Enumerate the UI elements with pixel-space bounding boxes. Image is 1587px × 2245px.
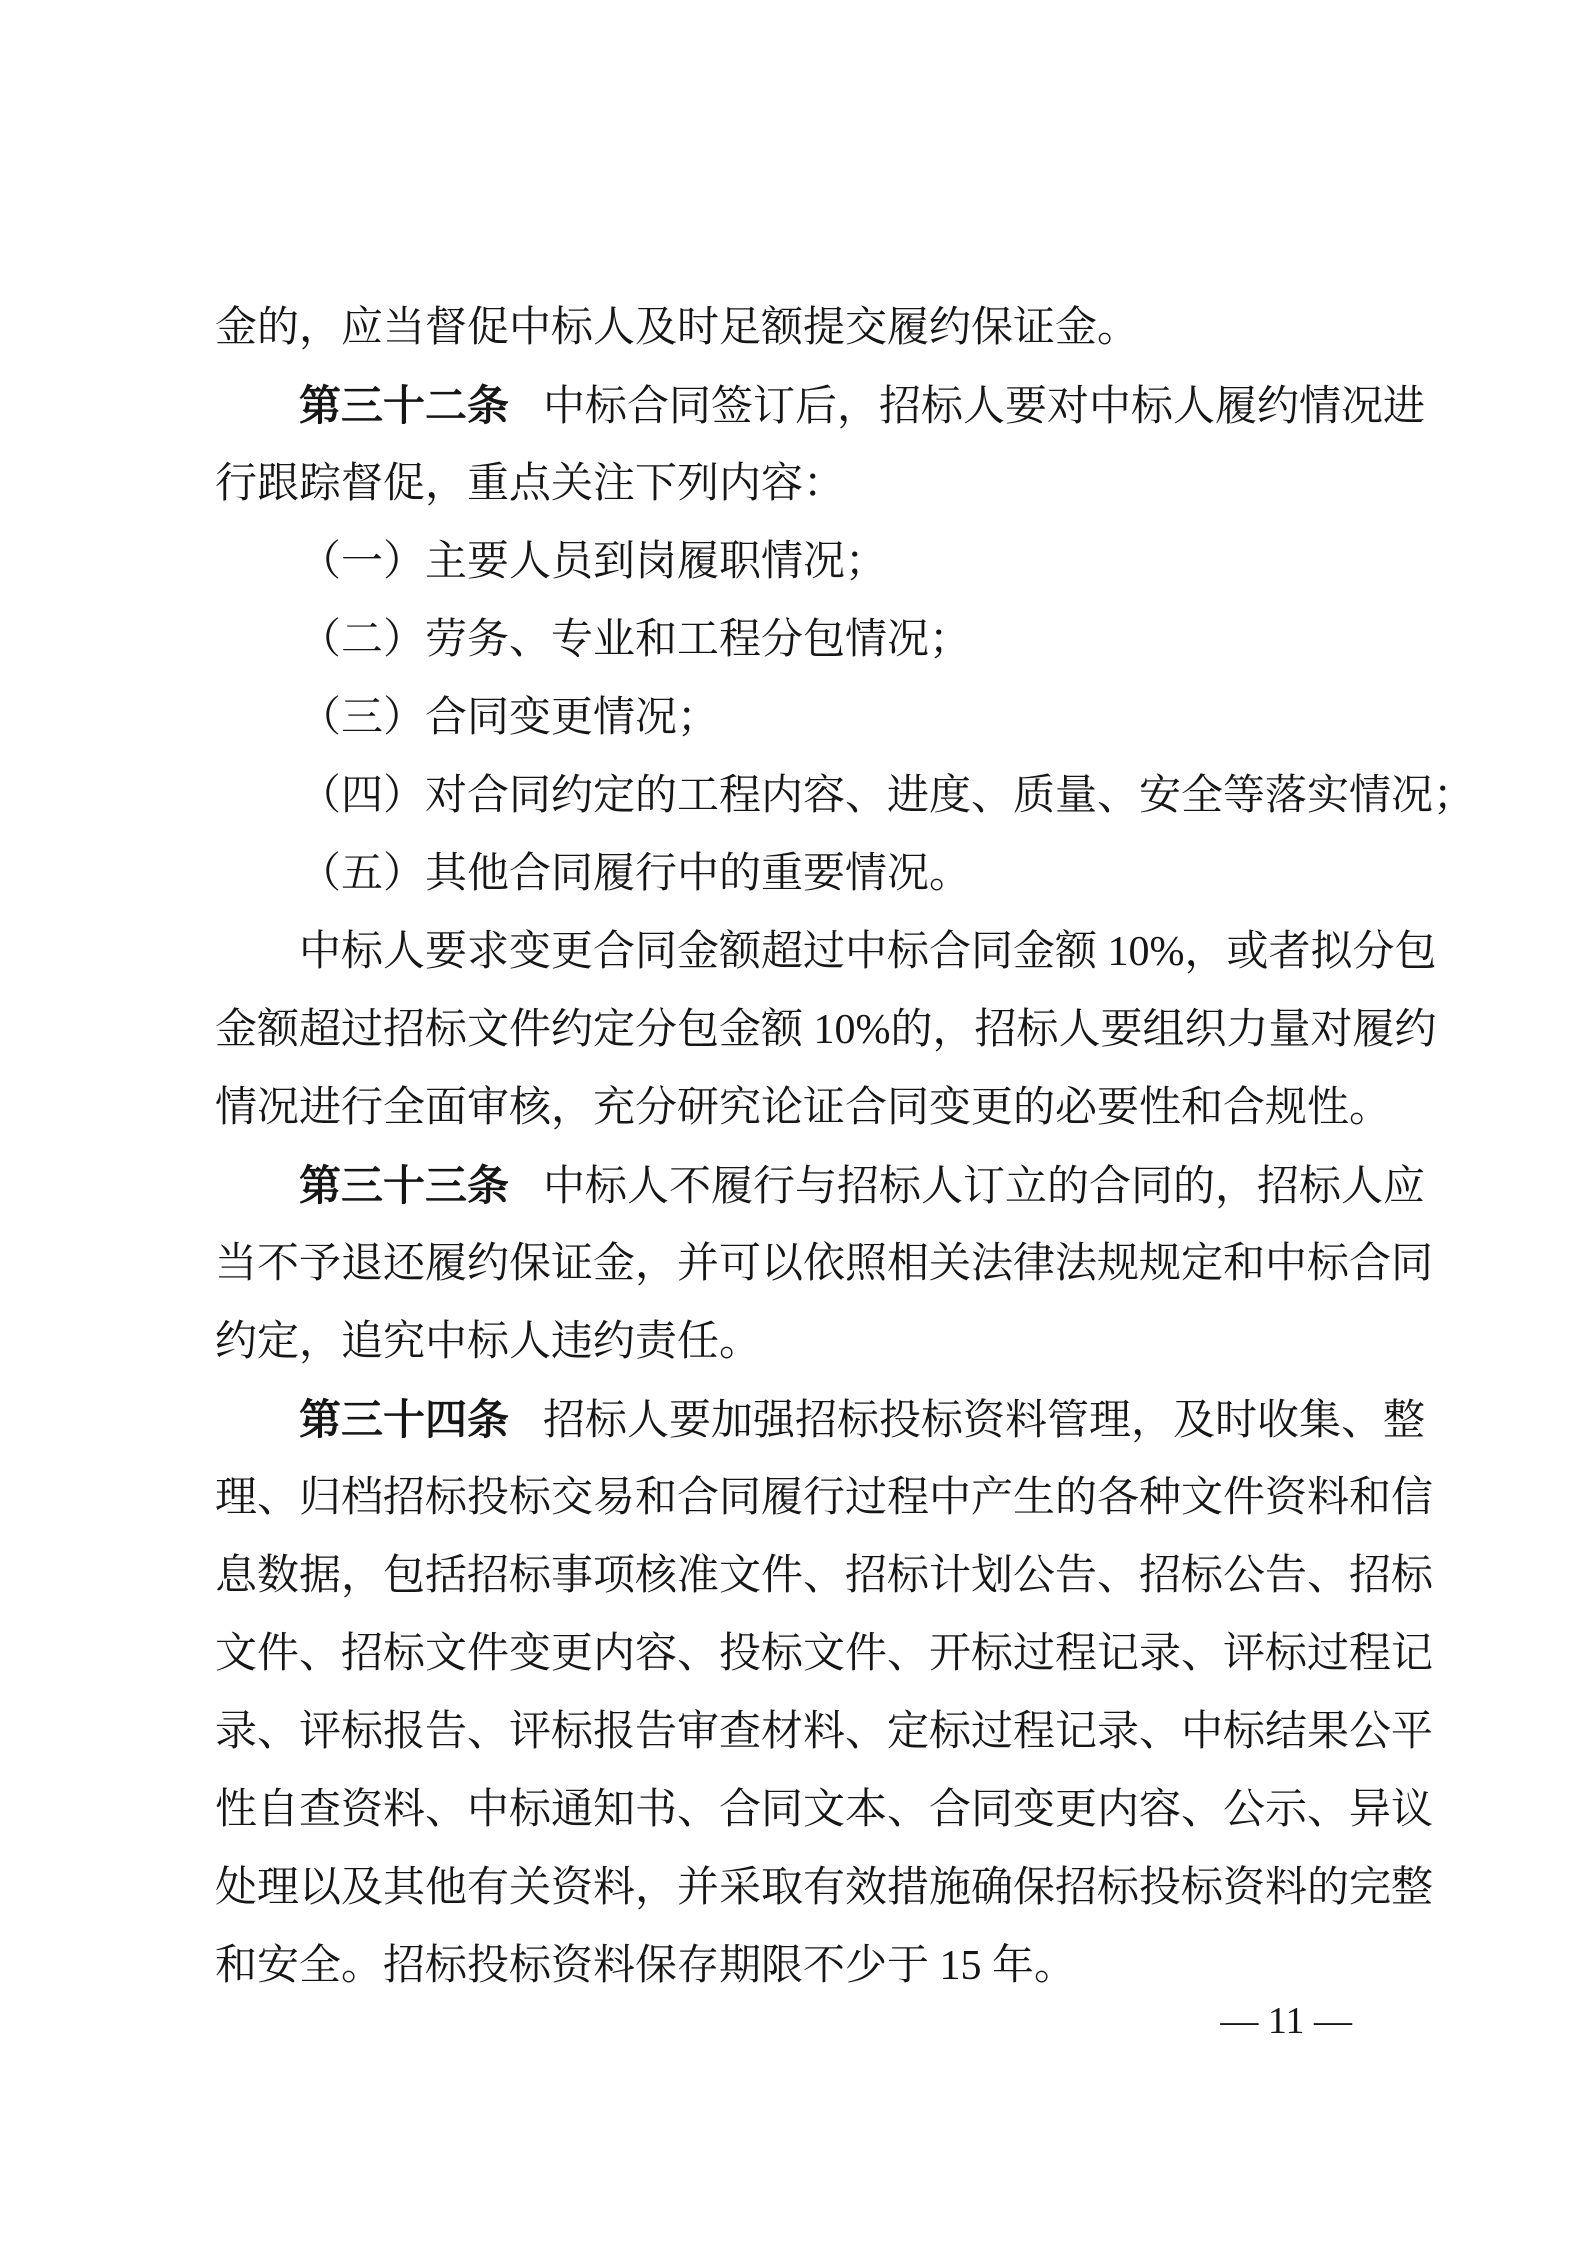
article-heading-line: 第三十三条 中标人不履行与招标人订立的合同的，招标人应 [299, 1162, 1426, 1210]
text-line: （三）合同变更情况； [299, 695, 720, 741]
text-line: 性自查资料、中标通知书、合同文本、合同变更内容、公示、异议 [215, 1787, 1434, 1833]
text-line: （五）其他合同履行中的重要情况。 [299, 851, 972, 897]
text-line: （四）对合同约定的工程内容、进度、质量、安全等落实情况； [299, 773, 1476, 819]
text-line: 行跟踪督促，重点关注下列内容： [215, 461, 846, 507]
article-heading-line: 第三十二条 中标合同签订后，招标人要对中标人履约情况进 [299, 382, 1426, 430]
text-line: 当不予退还履约保证金，并可以依照相关法律法规规定和中标合同 [215, 1241, 1434, 1287]
text-line: 中标人要求变更合同金额超过中标合同金额 10%，或者拟分包 [299, 929, 1437, 975]
text-line: 文件、招标文件变更内容、投标文件、开标过程记录、评标过程记 [215, 1631, 1434, 1677]
article-heading-line: 第三十四条 招标人要加强招标投标资料管理，及时收集、整 [299, 1396, 1426, 1444]
text-line: 约定，追究中标人违约责任。 [215, 1319, 762, 1365]
text-line: 录、评标报告、评标报告审查材料、定标过程记录、中标结果公平 [215, 1709, 1434, 1755]
text-line: 息数据，包括招标事项核准文件、招标计划公告、招标公告、招标 [215, 1553, 1434, 1599]
text-line: （一）主要人员到岗履职情况； [299, 539, 888, 585]
text-line: （二）劳务、专业和工程分包情况； [299, 617, 972, 663]
article-number-heading: 第三十二条 [299, 382, 510, 429]
document-body [215, 289, 1476, 2005]
page-number: — 11 — [1220, 2000, 1352, 2042]
article-number-heading: 第三十四条 [299, 1396, 510, 1443]
text-line: 金额超过招标文件约定分包金额 10%的，招标人要组织力量对履约 [215, 1007, 1437, 1053]
article-number-heading: 第三十三条 [299, 1162, 510, 1209]
text-line: 理、归档招标投标交易和合同履行过程中产生的各种文件资料和信 [215, 1475, 1434, 1521]
text-line: 金的，应当督促中标人及时足额提交履约保证金。 [215, 305, 1140, 351]
text-line: 和安全。招标投标资料保存期限不少于 15 年。 [215, 1943, 1077, 1989]
text-line: 情况进行全面审核，充分研究论证合同变更的必要性和合规性。 [215, 1085, 1392, 1131]
text-line: 处理以及其他有关资料，并采取有效措施确保招标投标资料的完整 [215, 1865, 1434, 1911]
